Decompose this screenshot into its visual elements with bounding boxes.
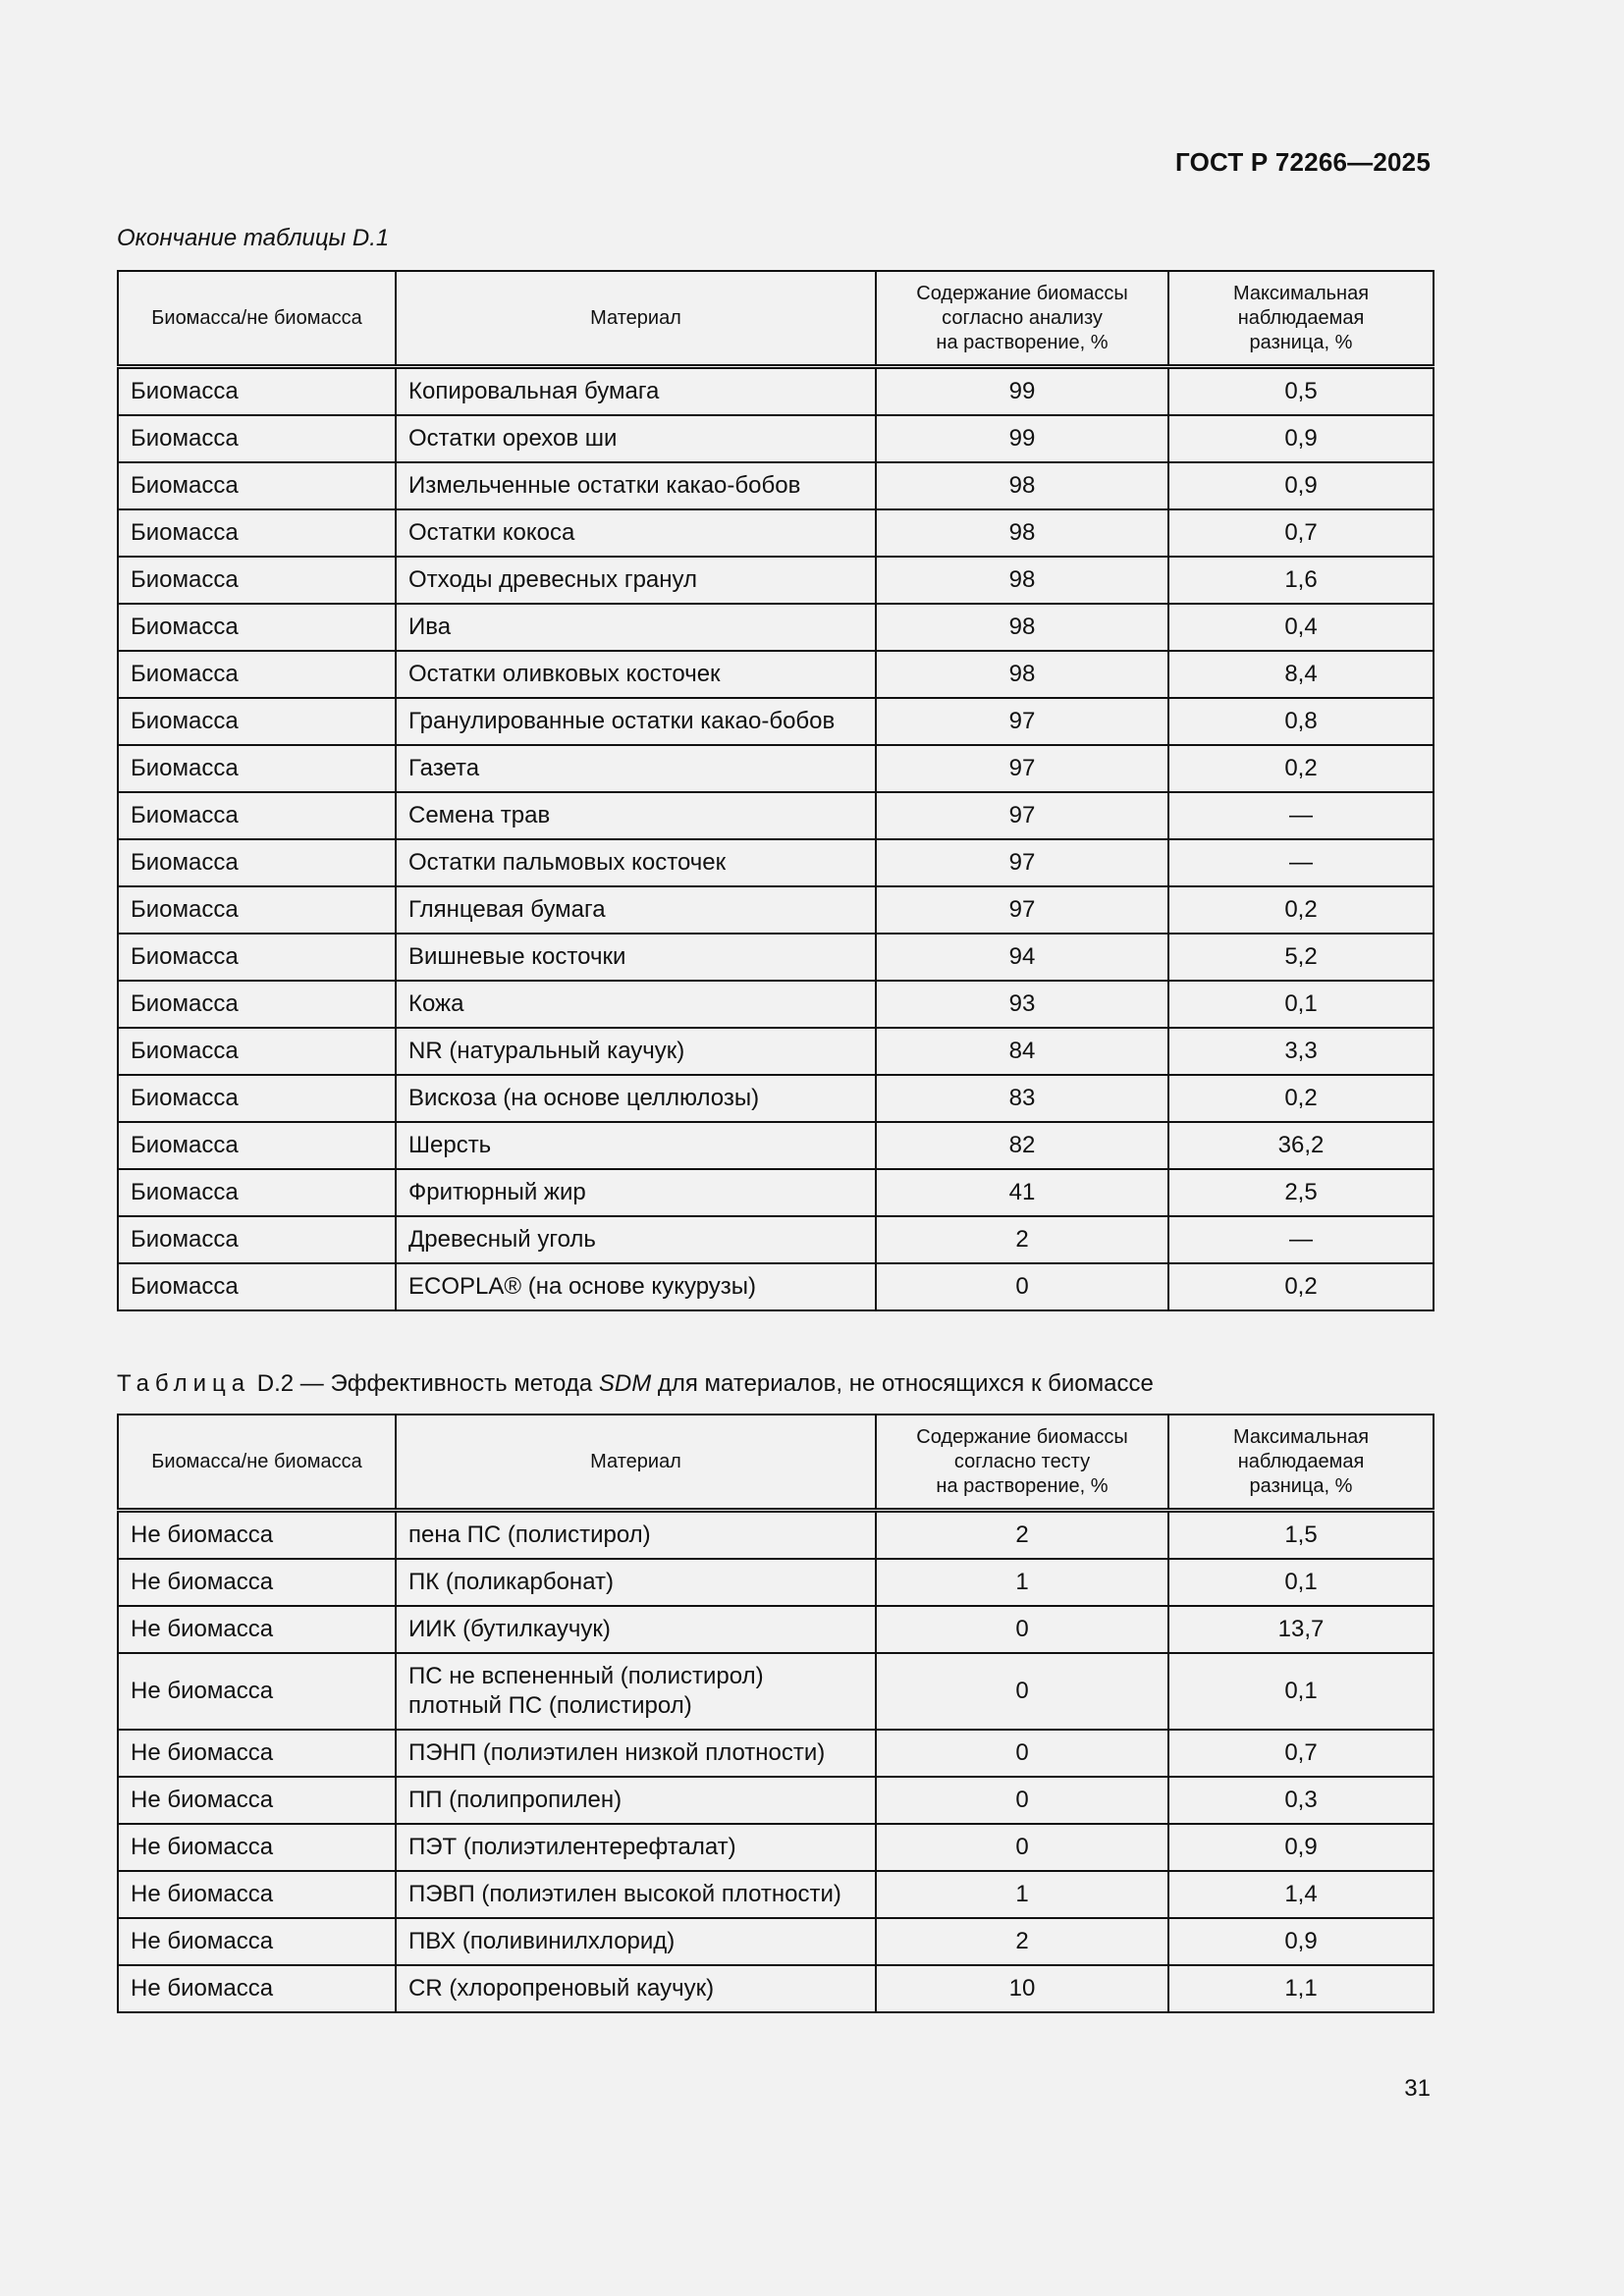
cell-diff: 0,4 [1168,604,1434,651]
cell-diff: 0,3 [1168,1777,1434,1824]
cell-type: Биомасса [118,886,396,934]
cell-material [396,604,876,651]
table-row [118,1730,1434,1777]
cell-content: 0 [876,1653,1168,1730]
cell-material [396,1559,876,1606]
cell-diff: — [1168,839,1434,886]
table-row [118,1965,1434,2012]
cell-type: Не биомасса [118,1777,396,1824]
header-line: Биомасса/не биомасса [151,306,362,329]
cell-diff: 0,7 [1168,1730,1434,1777]
cell-type: Биомасса [118,745,396,792]
cell-material [396,1824,876,1871]
material-line: плотный ПС (полистирол) [408,1692,692,1719]
header-line: согласно тесту [953,1450,1091,1472]
cell-material [396,934,876,981]
cell-content: 98 [876,604,1168,651]
material-line: ПЭНП (полиэтилен низкой плотности) [408,1739,826,1766]
table-row [118,1824,1434,1871]
header-line: Максимальная [1232,282,1370,304]
table1-header-row [118,271,1434,367]
table1-body [118,367,1434,1311]
cell-material [396,367,876,416]
cell-type: Биомасса [118,1216,396,1263]
header-line: наблюдаемая [1237,306,1365,329]
material-line: Вишневые косточки [408,943,626,970]
header-line: Содержание биомассы [916,282,1128,304]
table1-header [118,271,1434,367]
table-row [118,1653,1434,1730]
cell-diff: 0,5 [1168,367,1434,416]
cell-type: Биомасса [118,698,396,745]
document-id: ГОСТ Р 72266—2025 [1175,147,1431,177]
cell-type: Не биомасса [118,1606,396,1653]
cell-content: 0 [876,1777,1168,1824]
cell-content: 2 [876,1918,1168,1965]
cell-material [396,1216,876,1263]
cell-diff: 0,8 [1168,698,1434,745]
cell-material [396,1606,876,1653]
table-row [118,1777,1434,1824]
table-row [118,1871,1434,1918]
cell-material [396,981,876,1028]
cell-type: Биомасса [118,509,396,557]
material-line: NR (натуральный каучук) [408,1038,685,1064]
table-row [118,1122,1434,1169]
header-line: Материал [590,1450,681,1472]
col-material-header [396,1415,876,1511]
table1 [117,270,1435,1311]
material-line: Семена трав [408,802,551,828]
cell-diff: 5,2 [1168,934,1434,981]
cell-material [396,1730,876,1777]
cell-diff: 3,3 [1168,1028,1434,1075]
cell-type: Биомасса [118,1169,396,1216]
cell-type: Не биомасса [118,1559,396,1606]
material-line: Ива [408,614,452,640]
cell-type: Биомасса [118,981,396,1028]
table-row [118,651,1434,698]
cell-material [396,1777,876,1824]
cell-type: Не биомасса [118,1824,396,1871]
table-row [118,415,1434,462]
material-line: ПЭВП (полиэтилен высокой плотности) [408,1881,841,1907]
cell-material [396,1075,876,1122]
header-line: Максимальная [1232,1425,1370,1448]
cell-material [396,839,876,886]
table-row [118,934,1434,981]
col-content-header [876,1415,1168,1511]
cell-content: 0 [876,1730,1168,1777]
table-row [118,1511,1434,1560]
table-row [118,1075,1434,1122]
cell-material [396,698,876,745]
cell-material [396,1122,876,1169]
table-row [118,367,1434,416]
cell-content: 0 [876,1824,1168,1871]
cell-content: 97 [876,886,1168,934]
table2-caption-rest: для материалов, не относящихся к биомассе [651,1370,1154,1397]
cell-diff: — [1168,792,1434,839]
cell-type: Биомасса [118,604,396,651]
table1-caption: Окончание таблицы D.1 [117,225,390,251]
cell-material [396,886,876,934]
cell-type: Биомасса [118,1263,396,1310]
cell-material [396,651,876,698]
material-line: ПЭТ (полиэтилентерефталат) [408,1834,736,1860]
cell-type: Биомасса [118,557,396,604]
material-line: ИИК (бутилкаучук) [408,1616,611,1642]
cell-material [396,462,876,509]
table-row [118,1918,1434,1965]
material-line: ECOPLA® (на основе кукурузы) [408,1273,757,1300]
material-line: Шерсть [408,1132,492,1158]
cell-material [396,509,876,557]
material-line: Остатки оливковых косточек [408,661,721,687]
header-line: наблюдаемая [1237,1450,1365,1472]
cell-type: Биомасса [118,1075,396,1122]
cell-content: 98 [876,557,1168,604]
cell-diff: 0,9 [1168,462,1434,509]
cell-diff: 8,4 [1168,651,1434,698]
material-line: ПП (полипропилен) [408,1787,623,1813]
cell-type: Биомасса [118,462,396,509]
cell-material [396,1028,876,1075]
cell-content: 84 [876,1028,1168,1075]
material-line: Измельченные остатки какао-бобов [408,472,801,499]
material-line: ПК (поликарбонат) [408,1569,614,1595]
table2-body [118,1511,1434,2013]
table-row [118,792,1434,839]
cell-material [396,1263,876,1310]
cell-content: 99 [876,415,1168,462]
cell-type: Биомасса [118,651,396,698]
table2-header-row [118,1415,1434,1511]
cell-content: 97 [876,839,1168,886]
cell-diff: 0,1 [1168,981,1434,1028]
cell-diff: 1,5 [1168,1511,1434,1560]
cell-material [396,1918,876,1965]
cell-type: Биомасса [118,367,396,416]
material-line: Остатки орехов ши [408,425,618,452]
material-line: CR (хлоропреновый каучук) [408,1975,715,2002]
header-line: Содержание биомассы [916,1425,1128,1448]
cell-type: Биомасса [118,1122,396,1169]
cell-material [396,792,876,839]
cell-type: Не биомасса [118,1511,396,1560]
material-line: Гранулированные остатки какао-бобов [408,708,836,734]
header-line: на растворение, % [936,1474,1109,1497]
table-row [118,745,1434,792]
cell-material [396,1871,876,1918]
cell-content: 98 [876,509,1168,557]
cell-content: 1 [876,1559,1168,1606]
cell-diff: 36,2 [1168,1122,1434,1169]
material-line: ПВХ (поливинилхлорид) [408,1928,676,1954]
col-type-header [118,1415,396,1511]
material-line: Фритюрный жир [408,1179,586,1205]
cell-content: 98 [876,651,1168,698]
cell-content: 97 [876,792,1168,839]
cell-content: 97 [876,698,1168,745]
col-type-header [118,271,396,367]
cell-content: 98 [876,462,1168,509]
material-line: Кожа [408,990,464,1017]
table-row [118,886,1434,934]
table-row [118,698,1434,745]
cell-material [396,1169,876,1216]
header-line: Материал [590,306,681,329]
cell-material [396,1965,876,2012]
cell-type: Биомасса [118,792,396,839]
cell-material [396,1511,876,1560]
col-diff-header [1168,271,1434,367]
cell-content: 10 [876,1965,1168,2012]
cell-content: 41 [876,1169,1168,1216]
cell-content: 99 [876,367,1168,416]
material-line: Остатки кокоса [408,519,575,546]
cell-diff: 0,2 [1168,1263,1434,1310]
cell-diff: 0,2 [1168,886,1434,934]
cell-diff: 1,6 [1168,557,1434,604]
page-number: 31 [1404,2075,1431,2102]
cell-type: Не биомасса [118,1653,396,1730]
table-row [118,839,1434,886]
cell-diff: 1,4 [1168,1871,1434,1918]
cell-type: Не биомасса [118,1871,396,1918]
material-line: ПС не вспененный (полистирол) [408,1663,764,1689]
table2 [117,1414,1435,2013]
header-line: Биомасса/не биомасса [151,1450,362,1472]
table-row [118,509,1434,557]
cell-content: 93 [876,981,1168,1028]
cell-material [396,1653,876,1730]
table-row [118,981,1434,1028]
cell-type: Не биомасса [118,1918,396,1965]
table-row [118,1028,1434,1075]
cell-diff: 0,7 [1168,509,1434,557]
cell-content: 83 [876,1075,1168,1122]
cell-material [396,415,876,462]
cell-type: Не биомасса [118,1730,396,1777]
table2-header [118,1415,1434,1511]
table-row [118,1559,1434,1606]
table-row [118,604,1434,651]
col-content-header [876,271,1168,367]
cell-diff: 0,2 [1168,1075,1434,1122]
cell-diff: — [1168,1216,1434,1263]
cell-content: 0 [876,1606,1168,1653]
cell-diff: 2,5 [1168,1169,1434,1216]
table-row [118,1169,1434,1216]
cell-content: 0 [876,1263,1168,1310]
table-row [118,462,1434,509]
table2-caption [117,1370,1154,1398]
material-line: Отходы древесных гранул [408,566,698,593]
material-line: Копировальная бумага [408,378,660,404]
cell-diff: 13,7 [1168,1606,1434,1653]
cell-material [396,557,876,604]
material-line: Вискоза (на основе целлюлозы) [408,1085,760,1111]
table2-caption-method: SDM [598,1370,652,1397]
col-material-header [396,271,876,367]
cell-diff: 0,9 [1168,1918,1434,1965]
cell-content: 94 [876,934,1168,981]
cell-diff: 0,2 [1168,745,1434,792]
cell-diff: 0,9 [1168,1824,1434,1871]
cell-material [396,745,876,792]
material-line: Древесный уголь [408,1226,596,1253]
cell-content: 2 [876,1216,1168,1263]
cell-content: 2 [876,1511,1168,1560]
table2-caption-number: D.2 — Эффективность метода [250,1370,599,1397]
material-line: Газета [408,755,480,781]
col-diff-header [1168,1415,1434,1511]
cell-type: Не биомасса [118,1965,396,2012]
cell-diff: 1,1 [1168,1965,1434,2012]
material-line: пена ПС (полистирол) [408,1522,651,1548]
table-row [118,1216,1434,1263]
cell-type: Биомасса [118,1028,396,1075]
cell-type: Биомасса [118,934,396,981]
material-line: Остатки пальмовых косточек [408,849,727,876]
header-line: разница, % [1249,1474,1353,1497]
table-row [118,1263,1434,1310]
cell-diff: 0,1 [1168,1559,1434,1606]
cell-content: 97 [876,745,1168,792]
table2-caption-prefix: Таблица [117,1370,251,1397]
header-line: разница, % [1249,331,1353,353]
cell-type: Биомасса [118,839,396,886]
cell-diff: 0,9 [1168,415,1434,462]
cell-type: Биомасса [118,415,396,462]
cell-content: 1 [876,1871,1168,1918]
table-row [118,1606,1434,1653]
table-row [118,557,1434,604]
header-line: на растворение, % [936,331,1109,353]
header-line: согласно анализу [942,306,1103,329]
material-line: Глянцевая бумага [408,896,606,923]
cell-diff: 0,1 [1168,1653,1434,1730]
cell-content: 82 [876,1122,1168,1169]
